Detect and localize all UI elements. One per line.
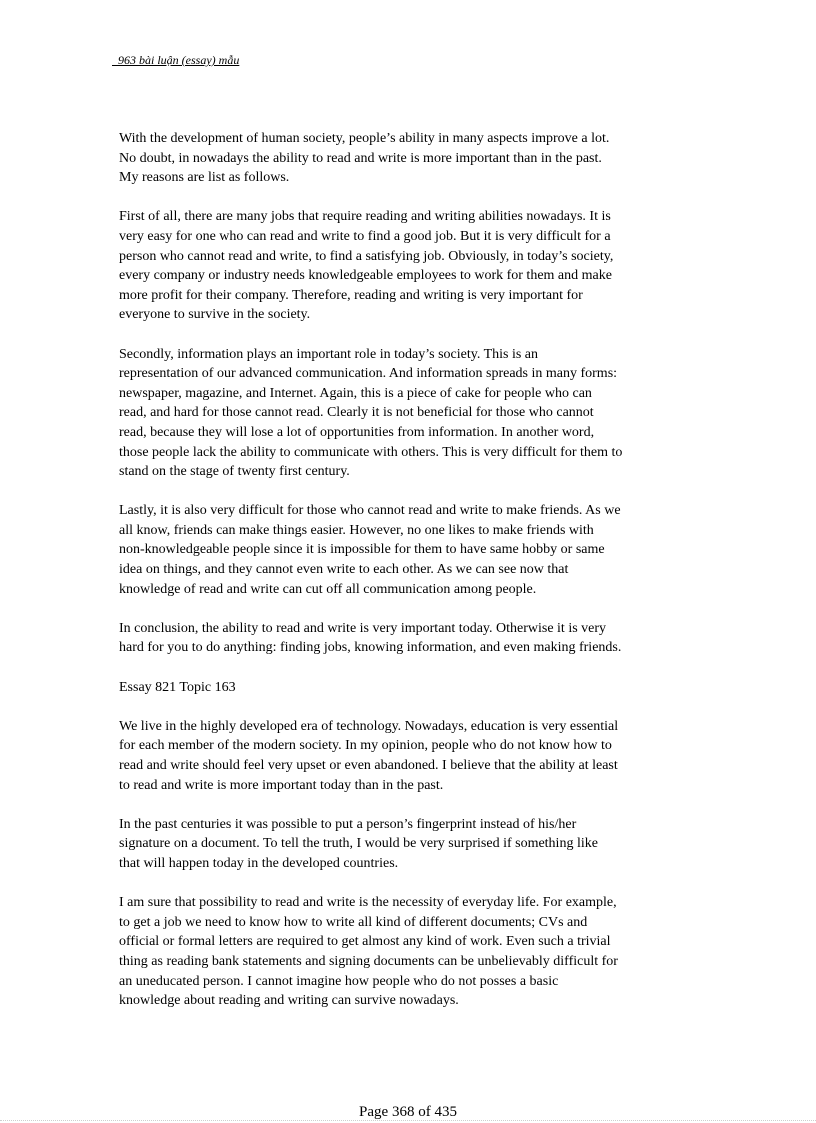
text-line: every company or industry needs knowledgeable employees to work for them and make [119,268,612,284]
paragraph-essay-intro [119,717,699,795]
text-line: First of all, there are many jobs that require reading and writing abilities nowadays. It is [119,209,611,225]
text-line: Essay 821 Topic 163 [119,679,236,695]
text-line: knowledge of read and write can cut off all communication among people. [119,581,537,597]
text-line: idea on things, and they cannot even write to each other. As we can see now that [119,562,569,578]
paragraph-past-centuries [119,815,699,874]
text-line: My reasons are list as follows. [119,170,290,186]
text-line: all know, friends can make things easier. However, no one likes to make friends with [119,522,594,538]
paragraph-intro [119,129,699,188]
text-line: In conclusion, the ability to read and write is very important today. Otherwise it is very [119,620,607,636]
running-header: 963 bài luận (essay) mẫu [112,53,240,67]
document-body [119,129,699,1030]
text-line: to get a job we need to know how to write all kind of different documents; CVs and [119,914,588,930]
text-line: hard for you to do anything: finding jobs, knowing information, and even making friends. [119,640,622,656]
text-line: non-knowledgeable people since it is impossible for them to have same hobby or same [119,542,605,558]
text-line: read, because they will lose a lot of opportunities from information. In another word, [119,424,595,440]
text-line: very easy for one who can read and write to find a good job. But it is very difficult for a [119,228,611,244]
footer-divider [0,1120,816,1121]
text-line: Secondly, information plays an important role in today’s society. This is an [119,346,539,362]
text-line: representation of our advanced communication. And information spreads in many forms: [119,366,618,382]
text-line: No doubt, in nowadays the ability to read and write is more important than in the past. [119,150,602,166]
text-line: that will happen today in the developed countries. [119,855,399,871]
text-line: everyone to survive in the society. [119,307,311,323]
text-line: In the past centuries it was possible to put a person’s fingerprint instead of his/her [119,816,577,832]
essay-heading [119,678,699,698]
paragraph-conclusion [119,619,699,658]
paragraph-first-reason [119,207,699,325]
page-number: Page 368 of 435 [359,1104,457,1120]
text-line: With the development of human society, people’s ability in many aspects improve a lot. [119,131,610,146]
text-line: read and write should feel very upset or even abandoned. I believe that the ability at least [119,758,618,773]
text-line: stand on the stage of twenty first century. [119,464,350,480]
text-line: official or formal letters are required to get almost any kind of work. Even such a trivial [119,934,611,950]
text-line: an uneducated person. I cannot imagine how people who do not posses a basic [119,973,559,989]
text-line: those people lack the ability to communicate with others. This is very difficult for them to [119,444,623,460]
text-line: more profit for their company. Therefore, reading and writing is very important for [119,287,583,303]
text-line: for each member of the modern society. In my opinion, people who do not know how to [119,738,612,754]
text-line: I am sure that possibility to read and write is the necessity of everyday life. For example, [119,895,617,911]
paragraph-third-reason [119,501,699,599]
paragraph-necessity [119,893,699,1011]
text-line: read, and hard for those cannot read. Clearly it is not beneficial for those who cannot [119,405,594,421]
text-line: to read and write is more important today than in the past. [119,777,444,793]
text-line: We live in the highly developed era of technology. Nowadays, education is very essential [119,718,619,734]
text-line: person who cannot read and write, to find a satisfying job. Obviously, in today’s society, [119,248,614,264]
paragraph-second-reason [119,345,699,482]
text-line: knowledge about reading and writing can survive nowadays. [119,993,459,1009]
text-line: thing as reading bank statements and signing documents can be unbelievably difficult for [119,953,618,969]
text-line: signature on a document. To tell the truth, I would be very surprised if something like [119,836,598,852]
text-line: newspaper, magazine, and Internet. Again, this is a piece of cake for people who can [119,385,592,401]
text-line: Lastly, it is also very difficult for those who cannot read and write to make friends. As we [119,503,621,519]
